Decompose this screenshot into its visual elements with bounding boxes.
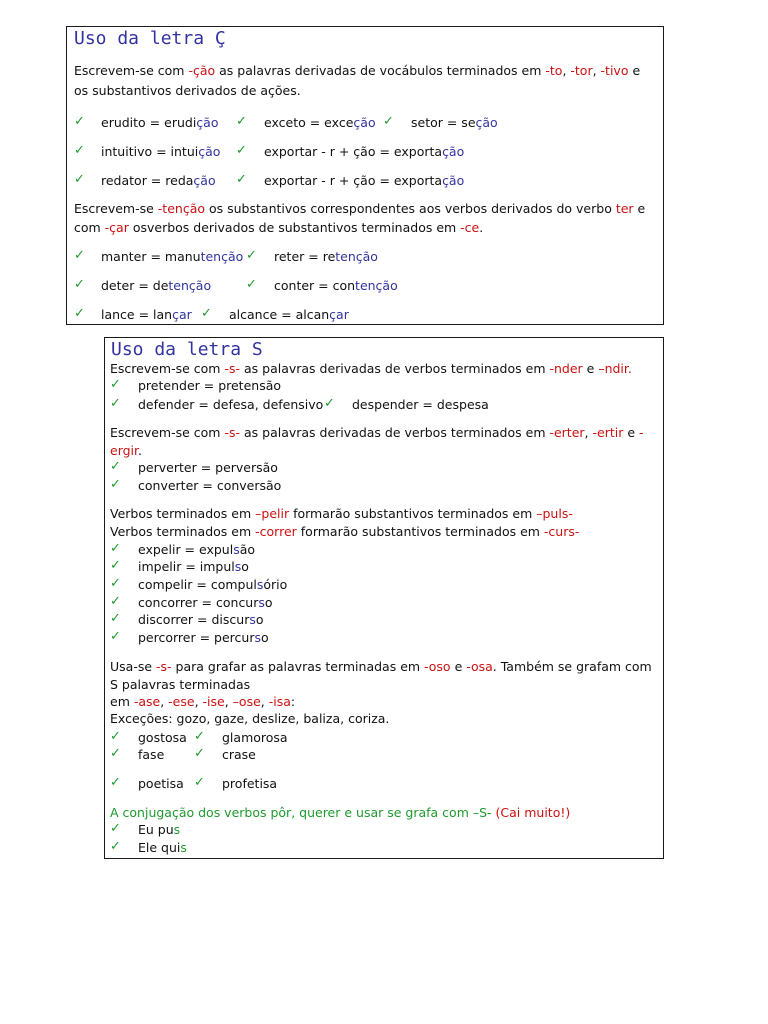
check-icon: ✓: [110, 729, 121, 744]
list-item: reter = retenção: [274, 249, 378, 264]
list-item: converter = conversão: [138, 478, 282, 493]
s-paragraph3b: Verbos terminados em -correr formarão substantivos terminados em -curs-: [110, 524, 580, 539]
list-item: profetisa: [222, 776, 278, 791]
check-icon: ✓: [110, 629, 121, 644]
cedilla-intro-line3: Escrevem-se -tenção os substantivos correspondentes aos verbos derivados do verbo ter e: [74, 201, 646, 216]
check-icon: ✓: [236, 143, 247, 158]
check-icon: ✓: [201, 306, 212, 321]
s-paragraph4b: S palavras terminadas: [110, 677, 251, 692]
check-icon: ✓: [74, 114, 85, 129]
check-icon: ✓: [194, 746, 205, 761]
list-item: glamorosa: [222, 730, 288, 745]
check-icon: ✓: [236, 114, 247, 129]
s-paragraph4d: Exceções: gozo, gaze, deslize, baliza, coriza.: [110, 711, 390, 726]
s-paragraph1: Escrevem-se com -s- as palavras derivadas de verbos terminados em -nder e –ndir.: [110, 361, 632, 376]
check-icon: ✓: [383, 114, 394, 129]
check-icon: ✓: [110, 611, 121, 626]
check-icon: ✓: [110, 396, 121, 411]
list-item: Eu pus: [138, 822, 181, 837]
check-icon: ✓: [110, 839, 121, 854]
list-item: crase: [222, 747, 256, 762]
check-icon: ✓: [74, 306, 85, 321]
cedilla-intro-line1: Escrevem-se com -ção as palavras derivadas de vocábulos terminados em -to, -tor, -tivo e: [74, 63, 641, 78]
check-icon: ✓: [110, 377, 121, 392]
list-item: manter = manutenção: [101, 249, 244, 264]
s-paragraph2-cont: ergir.: [110, 443, 142, 458]
list-item: erudito = erudição: [101, 115, 219, 130]
check-icon: ✓: [194, 775, 205, 790]
check-icon: ✓: [74, 172, 85, 187]
check-icon: ✓: [110, 541, 121, 556]
check-icon: ✓: [236, 172, 247, 187]
list-item: perverter = perversão: [138, 460, 278, 475]
list-item: Ele quis: [138, 840, 187, 855]
check-icon: ✓: [110, 576, 121, 591]
check-icon: ✓: [74, 277, 85, 292]
check-icon: ✓: [194, 729, 205, 744]
check-icon: ✓: [246, 277, 257, 292]
s-paragraph2: Escrevem-se com -s- as palavras derivadas de verbos terminados em -erter, -ertir e -: [110, 425, 644, 440]
check-icon: ✓: [74, 248, 85, 263]
list-item: intuitivo = intuição: [101, 144, 221, 159]
list-item: exportar - r + ção = exportação: [264, 173, 465, 188]
s-paragraph3a: Verbos terminados em –pelir formarão substantivos terminados em –puls-: [110, 506, 573, 521]
list-item: defender = defesa, defensivo: [138, 397, 324, 412]
list-item: setor = seção: [411, 115, 498, 130]
list-item: impelir = impulso: [138, 559, 249, 574]
s-paragraph4c: em -ase, -ese, -ise, –ose, -isa:: [110, 694, 296, 709]
list-item: gostosa: [138, 730, 187, 745]
s-paragraph4a: Usa-se -s- para grafar as palavras terminadas em -oso e -osa. Também se grafam com: [110, 659, 652, 674]
list-item: alcance = alcançar: [229, 307, 349, 322]
check-icon: ✓: [110, 821, 121, 836]
check-icon: ✓: [324, 396, 335, 411]
list-item: exceto = exceção: [264, 115, 376, 130]
list-item: concorrer = concurso: [138, 595, 273, 610]
check-icon: ✓: [74, 143, 85, 158]
s-paragraph5: A conjugação dos verbos pôr, querer e usar se grafa com –S- (Cai muito!): [110, 805, 571, 820]
list-item: exportar - r + ção = exportação: [264, 144, 465, 159]
list-item: pretender = pretensão: [138, 378, 282, 393]
check-icon: ✓: [110, 477, 121, 492]
cedilla-intro-line4: com -çar osverbos derivados de substantivos terminados em -ce.: [74, 220, 484, 235]
list-item: deter = detenção: [101, 278, 212, 293]
list-item: conter = contenção: [274, 278, 398, 293]
section-cedilla-title: Uso da letra Ç: [74, 28, 226, 49]
list-item: poetisa: [138, 776, 184, 791]
list-item: expelir = expulsão: [138, 542, 256, 557]
check-icon: ✓: [110, 775, 121, 790]
list-item: fase: [138, 747, 165, 762]
list-item: lance = lançar: [101, 307, 192, 322]
list-item: redator = redação: [101, 173, 216, 188]
check-icon: ✓: [110, 594, 121, 609]
check-icon: ✓: [110, 558, 121, 573]
check-icon: ✓: [246, 248, 257, 263]
list-item: compelir = compulsório: [138, 577, 288, 592]
check-icon: ✓: [110, 459, 121, 474]
list-item: discorrer = discurso: [138, 612, 264, 627]
check-icon: ✓: [110, 746, 121, 761]
section-s-title: Uso da letra S: [111, 339, 263, 360]
list-item: percorrer = percurso: [138, 630, 269, 645]
list-item: despender = despesa: [352, 397, 489, 412]
cedilla-intro-line2: os substantivos derivados de ações.: [74, 83, 301, 98]
